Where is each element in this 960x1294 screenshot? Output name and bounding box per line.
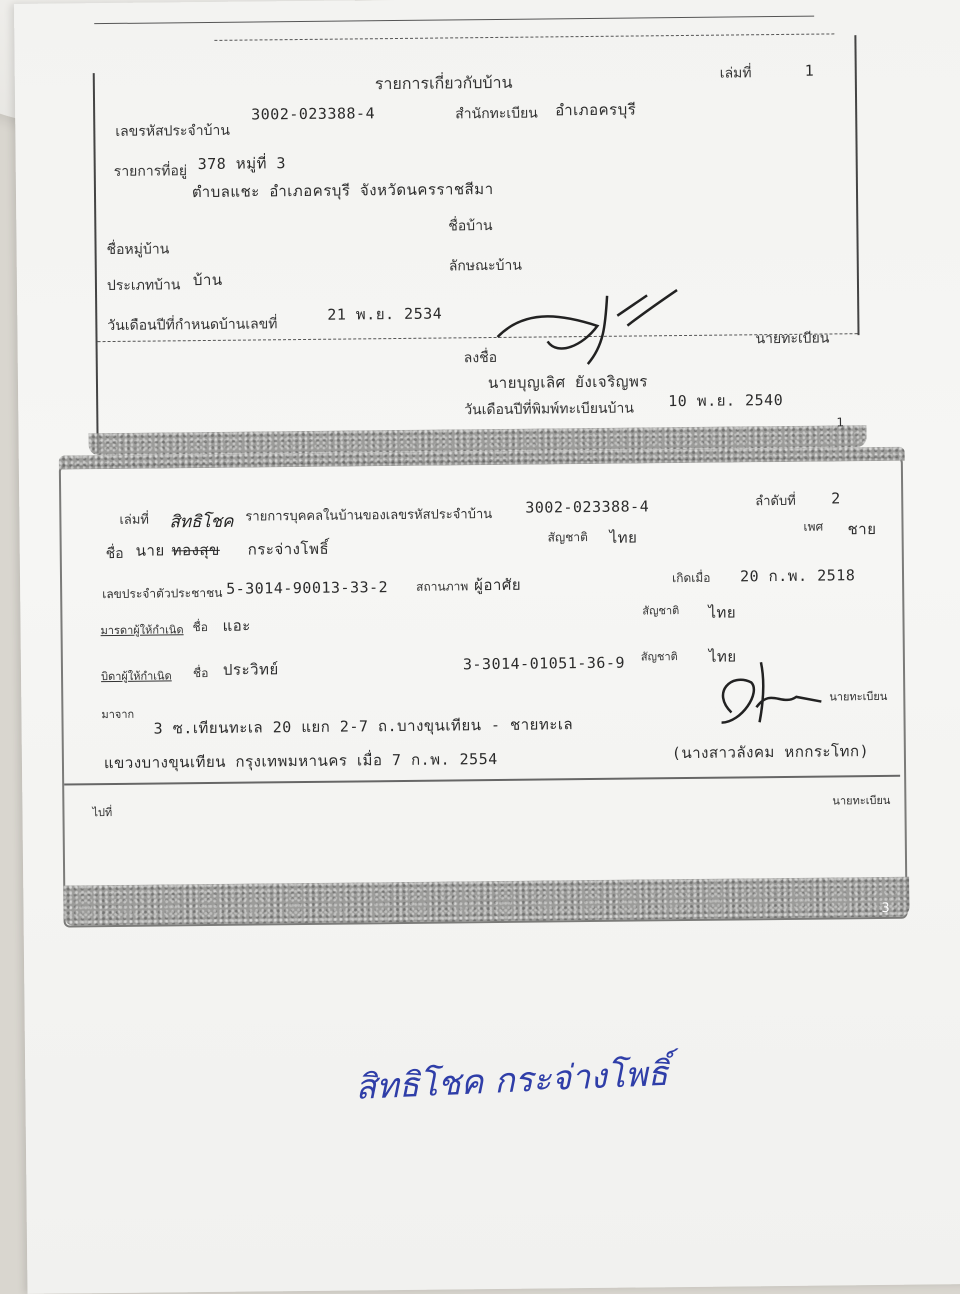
father-name-label: ชื่อ <box>192 666 209 681</box>
nationality-label: สัญชาติ <box>547 530 588 545</box>
birth-value: 20 ก.พ. 2518 <box>739 566 856 586</box>
document-sheet <box>14 0 960 1294</box>
name-correction-handwritten: สิทธิโชค <box>169 511 234 533</box>
sex-value: ชาย <box>847 519 877 539</box>
father-id: 3-3014-01051-36-9 <box>462 653 626 674</box>
mother-label: มารดาผู้ให้กำเนิด <box>100 623 184 638</box>
moved-to-label: ไปที่ <box>92 806 113 820</box>
name-prefix: นาย <box>135 541 165 560</box>
date-assigned-value: 21 พ.ย. 2534 <box>327 304 443 324</box>
card3-registrar-signature <box>701 651 842 732</box>
father-label: บิดาผู้ให้กำเนิด <box>100 669 172 684</box>
print-date-label: วันเดือนปีที่พิมพ์ทะเบียนบ้าน <box>464 400 634 419</box>
father-nationality-label: สัญชาติ <box>640 650 678 664</box>
print-date-value: 10 พ.ย. 2540 <box>668 390 784 411</box>
moved-from-line-1: 3 ซ.เทียนทะเล 20 แยก 2-7 ถ.บางขุนเทียน - ชายทะเล <box>153 715 574 738</box>
office-label: สำนักทะเบียน <box>455 105 538 123</box>
card1-right-border <box>854 35 859 335</box>
order-label: ลำดับที่ <box>755 493 796 510</box>
nationality-value: ไทย <box>609 528 638 547</box>
id-label: เลขประจำตัวประชาชน <box>102 585 223 602</box>
date-assigned-label: วันเดือนปีที่กำหนดบ้านเลขที่ <box>107 316 278 335</box>
office-value: อำเภอครบุรี <box>555 100 637 120</box>
house-type-value: บ้าน <box>192 270 223 290</box>
house-style-label: ลักษณะบ้าน <box>448 257 522 275</box>
card1-title: รายการเกี่ยวกับบ้าน <box>374 72 513 94</box>
order-no: 2 <box>831 489 841 508</box>
village-label: ชื่อหมู่บ้าน <box>106 241 170 259</box>
name-struck-out: ทองสุข <box>171 540 220 560</box>
address-line-2: ตำบลแชะ อำเภอครบุรี จังหวัดนครราชสีมา <box>191 179 494 202</box>
status-value: ผู้อาศัย <box>474 575 522 595</box>
card3-house-code: 3002-023388-4 <box>525 497 650 517</box>
birth-label: เกิดเมื่อ <box>671 570 711 586</box>
sign-label: ลงชื่อ <box>463 349 498 367</box>
mother-name-label: ชื่อ <box>192 620 208 635</box>
handwritten-certification: สิทธิโชค กระจ่างโพธิ์ <box>354 1053 670 1108</box>
moved-from-line-2: แขวงบางขุนเทียน กรุงเทพมหานคร เมื่อ 7 ก.พ. 2554 <box>103 749 498 773</box>
card1-left-border <box>93 73 99 453</box>
top-border-line <box>94 16 814 25</box>
moved-from-label: มาจาก <box>101 707 135 722</box>
registrar-signature <box>487 285 688 367</box>
mother-nationality: ไทย <box>708 603 737 622</box>
registrar-name: นายบุญเลิศ ยังเจริญพร <box>487 372 649 393</box>
father-nationality: ไทย <box>708 647 737 666</box>
card3-registrar-label: นายทะเบียน <box>829 689 888 704</box>
top-dashed-line <box>214 33 834 40</box>
house-code-value: 3002-023388-4 <box>251 104 376 124</box>
card3-registrar-label-2: นายทะเบียน <box>832 793 891 808</box>
card1-registrar-label: นายทะเบียน <box>755 330 830 348</box>
mother-name: แอะ <box>222 616 251 635</box>
card1-page-no: 1 <box>836 415 845 430</box>
house-name-label: ชื่อบ้าน <box>448 218 493 235</box>
house-code-label: เลขรหัสประจำบ้าน <box>115 122 230 140</box>
address-label: รายการที่อยู่ <box>113 163 188 180</box>
card3-book-label: เล่มที่ <box>119 512 150 528</box>
father-name: ประวิทย์ <box>222 660 279 679</box>
mother-nationality-label: สัญชาติ <box>642 604 680 618</box>
sex-label: เพศ <box>803 519 824 534</box>
surname: กระจ่างโพธิ์ <box>247 539 330 559</box>
card1-book-no: 1 <box>804 61 815 80</box>
house-type-label: ประเภทบ้าน <box>106 277 181 295</box>
status-label: สถานภาพ <box>416 579 469 594</box>
address-line-1: 378 หมู่ที่ 3 <box>197 154 287 174</box>
card3-page-no: 3 <box>881 900 890 916</box>
card1-book-label: เล่มที่ <box>719 65 752 82</box>
moved-from-registrar: (นางสาวลังคม หกกระโทก) <box>671 742 870 763</box>
id-value: 5-3014-90013-33-2 <box>226 578 389 598</box>
name-label: ชื่อ <box>105 545 124 563</box>
card3-title: รายการบุคคลในบ้านของเลขรหัสประจำบ้าน <box>245 507 493 525</box>
